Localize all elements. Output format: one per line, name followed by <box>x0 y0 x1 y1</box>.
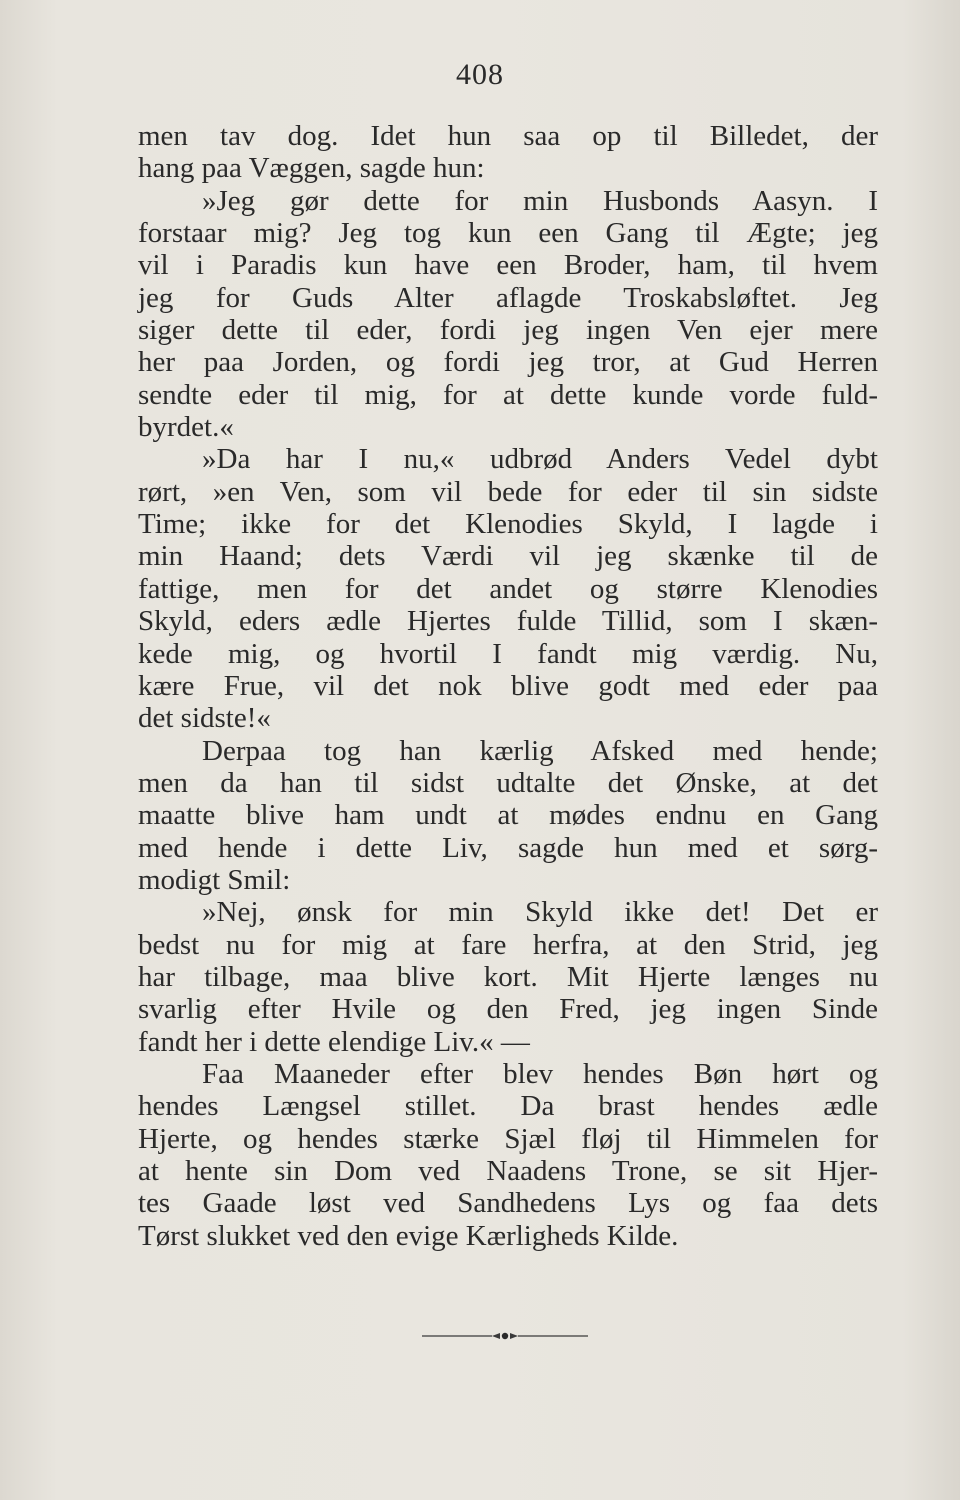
text-line: svarlig efter Hvile og den Fred, jeg ingen Sinde <box>138 993 878 1026</box>
text-line: Derpaa tog han kærlig Afsked med hende; <box>202 734 878 767</box>
text-line: vil i Paradis kun have een Broder, ham, til hvem <box>138 249 878 282</box>
text-line: med hende i dette Liv, sagde hun med et sørg- <box>138 831 878 864</box>
text-line: men da han til sidst udtalte det Ønske, at det <box>138 766 878 799</box>
text-line: siger dette til eder, fordi jeg ingen Ven ejer mere <box>138 314 878 347</box>
body-text <box>138 120 878 1252</box>
text-line: fattige, men for det andet og større Klenodies <box>138 572 878 605</box>
text-line: bedst nu for mig at fare herfra, at den Strid, jeg <box>138 928 878 961</box>
text-line: »Nej, ønsk for min Skyld ikke det! Det er <box>202 896 878 929</box>
page-number: 408 <box>456 58 504 91</box>
text-line: men tav dog. Idet hun saa op til Billedet, der <box>138 120 878 152</box>
text-line: kære Frue, vil det nok blive godt med eder paa <box>138 669 878 702</box>
text-line: forstaar mig? Jeg tog kun een Gang til Ægte; jeg <box>138 217 878 250</box>
text-line: modigt Smil: <box>138 863 291 896</box>
text-line: at hente sin Dom ved Naadens Trone, se sit Hjer- <box>138 1155 878 1187</box>
text-line: jeg for Guds Alter aflagde Troskabsløftet. Jeg <box>138 281 878 314</box>
text-line: Tørst slukket ved den evige Kærligheds Kilde. <box>138 1219 679 1252</box>
text-line: »Da har I nu,« udbrød Anders Vedel dybt <box>202 443 878 476</box>
text-line: her paa Jorden, og fordi jeg tror, at Gud Herren <box>138 346 878 379</box>
text-line: fandt her i dette elendige Liv.« — <box>138 1025 530 1058</box>
text-line: min Haand; dets Værdi vil jeg skænke til de <box>138 540 878 573</box>
text-line: Skyld, eders ædle Hjertes fulde Tillid, som I skæn- <box>138 605 878 638</box>
text-line: Hjerte, og hendes stærke Sjæl fløj til Himmelen for <box>138 1122 878 1155</box>
text-line: rørt, »en Ven, som vil bede for eder til sin sidste <box>138 475 878 508</box>
text-line: har tilbage, maa blive kort. Mit Hjerte længes nu <box>138 960 878 993</box>
text-line: byrdet.« <box>138 411 234 444</box>
text-line: hang paa Væggen, sagde hun: <box>138 152 485 185</box>
text-line: Faa Maaneder efter blev hendes Bøn hørt og <box>202 1057 878 1090</box>
end-ornament-icon <box>420 1326 590 1346</box>
text-line: det sidste!« <box>138 702 271 735</box>
text-line: »Jeg gør dette for min Husbonds Aasyn. I <box>202 184 878 217</box>
text-line: Time; ikke for det Klenodies Skyld, I lagde i <box>138 508 878 541</box>
text-line: maatte blive ham undt at mødes endnu en Gang <box>138 799 878 832</box>
text-line: sendte eder til mig, for at dette kunde vorde fuld- <box>138 378 878 411</box>
text-line: hendes Længsel stillet. Da brast hendes ædle <box>138 1090 878 1123</box>
text-line: kede mig, og hvortil I fandt mig værdig. Nu, <box>138 637 878 670</box>
text-line: tes Gaade løst ved Sandhedens Lys og faa dets <box>138 1187 878 1220</box>
